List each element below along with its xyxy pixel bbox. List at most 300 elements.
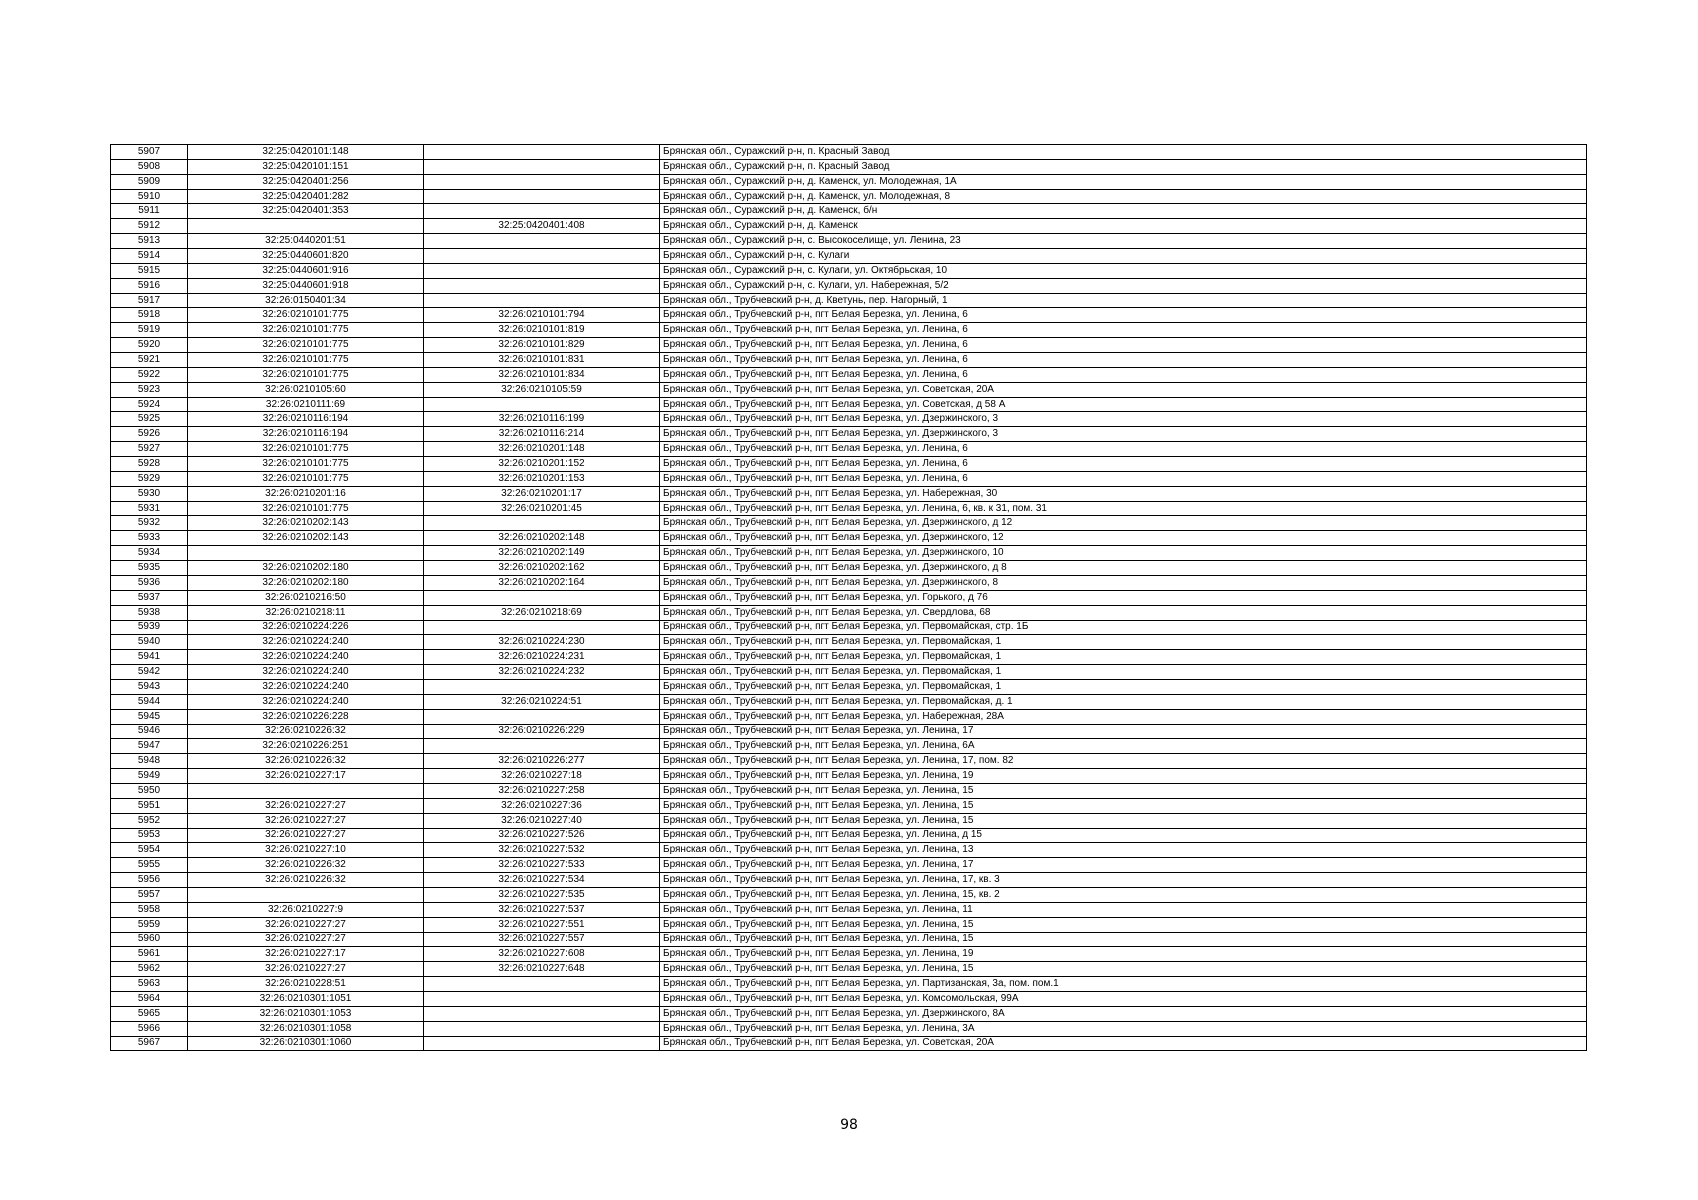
row-number-cell: 5937 <box>111 590 188 605</box>
table-row <box>111 947 1587 962</box>
table-row <box>111 620 1587 635</box>
row-number-cell: 5931 <box>111 501 188 516</box>
table-row <box>111 977 1587 992</box>
cadastral-number-cell: 32:26:0210105:60 <box>188 382 424 397</box>
row-number-cell: 5946 <box>111 724 188 739</box>
address-cell: Брянская обл., Трубчевский р-н, пгт Белая Березка, ул. Советская, д 58 А <box>660 397 1587 412</box>
linked-cadastral-number-cell <box>424 278 660 293</box>
address-cell: Брянская обл., Трубчевский р-н, пгт Белая Березка, ул. Дзержинского, 12 <box>660 531 1587 546</box>
address-cell: Брянская обл., Трубчевский р-н, пгт Белая Березка, ул. Дзержинского, д 8 <box>660 561 1587 576</box>
row-number-cell: 5951 <box>111 798 188 813</box>
linked-cadastral-number-cell: 32:26:0210227:534 <box>424 873 660 888</box>
row-number-cell: 5954 <box>111 843 188 858</box>
linked-cadastral-number-cell: 32:26:0210101:831 <box>424 353 660 368</box>
row-number-cell: 5950 <box>111 783 188 798</box>
linked-cadastral-number-cell: 32:26:0210101:834 <box>424 367 660 382</box>
address-cell: Брянская обл., Трубчевский р-н, пгт Белая Березка, ул. Ленина, 17, кв. 3 <box>660 873 1587 888</box>
address-cell: Брянская обл., Трубчевский р-н, пгт Белая Березка, ул. Дзержинского, 3 <box>660 412 1587 427</box>
row-number-cell: 5924 <box>111 397 188 412</box>
row-number-cell: 5940 <box>111 635 188 650</box>
linked-cadastral-number-cell: 32:26:0210227:537 <box>424 902 660 917</box>
linked-cadastral-number-cell: 32:26:0210227:608 <box>424 947 660 962</box>
linked-cadastral-number-cell <box>424 590 660 605</box>
cadastral-number-cell: 32:26:0210227:17 <box>188 947 424 962</box>
cadastral-number-cell: 32:26:0210101:775 <box>188 442 424 457</box>
linked-cadastral-number-cell: 32:26:0210202:164 <box>424 575 660 590</box>
address-cell: Брянская обл., Трубчевский р-н, пгт Белая Березка, ул. Ленина, 6, кв. к 31, пом. 31 <box>660 501 1587 516</box>
table-row <box>111 427 1587 442</box>
linked-cadastral-number-cell: 32:26:0210227:18 <box>424 769 660 784</box>
row-number-cell: 5943 <box>111 679 188 694</box>
address-cell: Брянская обл., Трубчевский р-н, пгт Белая Березка, ул. Ленина, 15 <box>660 962 1587 977</box>
table-row <box>111 754 1587 769</box>
address-cell: Брянская обл., Трубчевский р-н, пгт Белая Березка, ул. Советская, 20А <box>660 1036 1587 1051</box>
linked-cadastral-number-cell: 32:26:0210227:258 <box>424 783 660 798</box>
table-row <box>111 234 1587 249</box>
address-cell: Брянская обл., Трубчевский р-н, пгт Белая Березка, ул. Набережная, 30 <box>660 486 1587 501</box>
linked-cadastral-number-cell: 32:26:0210218:69 <box>424 605 660 620</box>
table-row <box>111 724 1587 739</box>
cadastral-number-cell: 32:26:0210201:16 <box>188 486 424 501</box>
address-cell: Брянская обл., Трубчевский р-н, пгт Белая Березка, ул. Первомайская, 1 <box>660 679 1587 694</box>
row-number-cell: 5921 <box>111 353 188 368</box>
row-number-cell: 5934 <box>111 546 188 561</box>
cadastral-number-cell: 32:26:0210101:775 <box>188 501 424 516</box>
row-number-cell: 5933 <box>111 531 188 546</box>
table-row <box>111 204 1587 219</box>
cadastral-number-cell: 32:26:0210227:27 <box>188 962 424 977</box>
row-number-cell: 5935 <box>111 561 188 576</box>
linked-cadastral-number-cell: 32:26:0210202:148 <box>424 531 660 546</box>
cadastral-number-cell: 32:26:0210216:50 <box>188 590 424 605</box>
cadastral-number-cell: 32:26:0210116:194 <box>188 427 424 442</box>
table-row <box>111 962 1587 977</box>
row-number-cell: 5913 <box>111 234 188 249</box>
linked-cadastral-number-cell: 32:26:0210101:819 <box>424 323 660 338</box>
linked-cadastral-number-cell: 32:26:0210224:51 <box>424 694 660 709</box>
row-number-cell: 5966 <box>111 1021 188 1036</box>
linked-cadastral-number-cell: 32:26:0210227:40 <box>424 813 660 828</box>
row-number-cell: 5965 <box>111 1006 188 1021</box>
cadastral-number-cell: 32:26:0210224:240 <box>188 650 424 665</box>
linked-cadastral-number-cell: 32:26:0210227:557 <box>424 932 660 947</box>
address-cell: Брянская обл., Трубчевский р-н, пгт Белая Березка, ул. Ленина, 6 <box>660 471 1587 486</box>
linked-cadastral-number-cell <box>424 620 660 635</box>
row-number-cell: 5957 <box>111 887 188 902</box>
address-cell: Брянская обл., Трубчевский р-н, пгт Белая Березка, ул. Ленина, 15 <box>660 932 1587 947</box>
cadastral-number-cell <box>188 546 424 561</box>
linked-cadastral-number-cell <box>424 293 660 308</box>
property-table-body <box>111 145 1587 1051</box>
table-row <box>111 635 1587 650</box>
cadastral-number-cell: 32:25:0440601:916 <box>188 263 424 278</box>
linked-cadastral-number-cell: 32:26:0210201:45 <box>424 501 660 516</box>
address-cell: Брянская обл., Трубчевский р-н, пгт Белая Березка, ул. Первомайская, 1 <box>660 665 1587 680</box>
linked-cadastral-number-cell <box>424 174 660 189</box>
address-cell: Брянская обл., Трубчевский р-н, пгт Белая Березка, ул. Ленина, 15 <box>660 783 1587 798</box>
row-number-cell: 5925 <box>111 412 188 427</box>
cadastral-number-cell <box>188 219 424 234</box>
row-number-cell: 5941 <box>111 650 188 665</box>
table-row <box>111 249 1587 264</box>
row-number-cell: 5919 <box>111 323 188 338</box>
address-cell: Брянская обл., Трубчевский р-н, пгт Белая Березка, ул. Набережная, 28А <box>660 709 1587 724</box>
page-number: 98 <box>840 1117 858 1133</box>
cadastral-number-cell: 32:26:0210227:27 <box>188 932 424 947</box>
cadastral-number-cell: 32:26:0210101:775 <box>188 471 424 486</box>
address-cell: Брянская обл., Трубчевский р-н, пгт Белая Березка, ул. Ленина, 6 <box>660 457 1587 472</box>
linked-cadastral-number-cell: 32:26:0210227:551 <box>424 917 660 932</box>
address-cell: Брянская обл., Суражский р-н, с. Кулаги, ул. Октябрьская, 10 <box>660 263 1587 278</box>
cadastral-number-cell: 32:26:0210202:180 <box>188 575 424 590</box>
linked-cadastral-number-cell: 32:26:0210227:533 <box>424 858 660 873</box>
table-row <box>111 546 1587 561</box>
row-number-cell: 5927 <box>111 442 188 457</box>
linked-cadastral-number-cell <box>424 739 660 754</box>
address-cell: Брянская обл., Трубчевский р-н, пгт Белая Березка, ул. Первомайская, д. 1 <box>660 694 1587 709</box>
address-cell: Брянская обл., Суражский р-н, д. Каменск, ул. Молодежная, 1А <box>660 174 1587 189</box>
table-row <box>111 873 1587 888</box>
linked-cadastral-number-cell <box>424 234 660 249</box>
row-number-cell: 5909 <box>111 174 188 189</box>
linked-cadastral-number-cell: 32:26:0210224:231 <box>424 650 660 665</box>
linked-cadastral-number-cell: 32:26:0210201:152 <box>424 457 660 472</box>
table-row <box>111 293 1587 308</box>
address-cell: Брянская обл., Трубчевский р-н, пгт Белая Березка, ул. Ленина, 13 <box>660 843 1587 858</box>
address-cell: Брянская обл., Трубчевский р-н, пгт Белая Березка, ул. Советская, 20А <box>660 382 1587 397</box>
linked-cadastral-number-cell <box>424 991 660 1006</box>
row-number-cell: 5955 <box>111 858 188 873</box>
linked-cadastral-number-cell: 32:26:0210201:17 <box>424 486 660 501</box>
cadastral-number-cell: 32:26:0210224:240 <box>188 665 424 680</box>
cadastral-number-cell <box>188 783 424 798</box>
linked-cadastral-number-cell: 32:25:0420401:408 <box>424 219 660 234</box>
table-row <box>111 991 1587 1006</box>
table-row <box>111 798 1587 813</box>
linked-cadastral-number-cell: 32:26:0210202:149 <box>424 546 660 561</box>
table-row <box>111 189 1587 204</box>
cadastral-number-cell: 32:26:0210111:69 <box>188 397 424 412</box>
row-number-cell: 5953 <box>111 828 188 843</box>
address-cell: Брянская обл., Трубчевский р-н, пгт Белая Березка, ул. Первомайская, стр. 1Б <box>660 620 1587 635</box>
table-row <box>111 932 1587 947</box>
table-row <box>111 843 1587 858</box>
cadastral-number-cell: 32:26:0210202:180 <box>188 561 424 576</box>
cadastral-number-cell: 32:26:0210226:32 <box>188 754 424 769</box>
address-cell: Брянская обл., Трубчевский р-н, д. Кветунь, пер. Нагорный, 1 <box>660 293 1587 308</box>
row-number-cell: 5916 <box>111 278 188 293</box>
table-row <box>111 1006 1587 1021</box>
address-cell: Брянская обл., Трубчевский р-н, пгт Белая Березка, ул. Ленина, 15 <box>660 917 1587 932</box>
table-row <box>111 145 1587 160</box>
row-number-cell: 5911 <box>111 204 188 219</box>
row-number-cell: 5960 <box>111 932 188 947</box>
cadastral-number-cell: 32:25:0420401:256 <box>188 174 424 189</box>
cadastral-number-cell: 32:26:0210227:27 <box>188 813 424 828</box>
address-cell: Брянская обл., Трубчевский р-н, пгт Белая Березка, ул. Дзержинского, 10 <box>660 546 1587 561</box>
row-number-cell: 5932 <box>111 516 188 531</box>
address-cell: Брянская обл., Трубчевский р-н, пгт Белая Березка, ул. Ленина, 6 <box>660 308 1587 323</box>
address-cell: Брянская обл., Трубчевский р-н, пгт Белая Березка, ул. Ленина, 17, пом. 82 <box>660 754 1587 769</box>
address-cell: Брянская обл., Трубчевский р-н, пгт Белая Березка, ул. Ленина, 6 <box>660 338 1587 353</box>
address-cell: Брянская обл., Трубчевский р-н, пгт Белая Березка, ул. Дзержинского, д 12 <box>660 516 1587 531</box>
table-row <box>111 1021 1587 1036</box>
table-row <box>111 1036 1587 1051</box>
row-number-cell: 5959 <box>111 917 188 932</box>
linked-cadastral-number-cell: 32:26:0210202:162 <box>424 561 660 576</box>
table-row <box>111 486 1587 501</box>
cadastral-number-cell: 32:26:0210301:1058 <box>188 1021 424 1036</box>
table-row <box>111 367 1587 382</box>
row-number-cell: 5967 <box>111 1036 188 1051</box>
table-row <box>111 575 1587 590</box>
cadastral-number-cell: 32:26:0210202:143 <box>188 516 424 531</box>
linked-cadastral-number-cell <box>424 516 660 531</box>
cadastral-number-cell: 32:26:0210301:1053 <box>188 1006 424 1021</box>
address-cell: Брянская обл., Трубчевский р-н, пгт Белая Березка, ул. Ленина, 17 <box>660 724 1587 739</box>
row-number-cell: 5920 <box>111 338 188 353</box>
cadastral-number-cell: 32:26:0210226:32 <box>188 858 424 873</box>
address-cell: Брянская обл., Трубчевский р-н, пгт Белая Березка, ул. Горького, д 76 <box>660 590 1587 605</box>
row-number-cell: 5922 <box>111 367 188 382</box>
linked-cadastral-number-cell <box>424 145 660 160</box>
cadastral-number-cell: 32:25:0420401:282 <box>188 189 424 204</box>
cadastral-number-cell: 32:25:0440601:820 <box>188 249 424 264</box>
cadastral-number-cell: 32:26:0150401:34 <box>188 293 424 308</box>
address-cell: Брянская обл., Трубчевский р-н, пгт Белая Березка, ул. Ленина, 6А <box>660 739 1587 754</box>
linked-cadastral-number-cell: 32:26:0210226:277 <box>424 754 660 769</box>
linked-cadastral-number-cell: 32:26:0210224:230 <box>424 635 660 650</box>
table-row <box>111 397 1587 412</box>
table-row <box>111 457 1587 472</box>
row-number-cell: 5948 <box>111 754 188 769</box>
row-number-cell: 5956 <box>111 873 188 888</box>
linked-cadastral-number-cell: 32:26:0210116:214 <box>424 427 660 442</box>
linked-cadastral-number-cell <box>424 189 660 204</box>
address-cell: Брянская обл., Суражский р-н, с. Высокоселище, ул. Ленина, 23 <box>660 234 1587 249</box>
address-cell: Брянская обл., Суражский р-н, с. Кулаги <box>660 249 1587 264</box>
address-cell: Брянская обл., Трубчевский р-н, пгт Белая Березка, ул. Ленина, 3А <box>660 1021 1587 1036</box>
linked-cadastral-number-cell <box>424 263 660 278</box>
cadastral-number-cell: 32:25:0420101:151 <box>188 159 424 174</box>
table-row <box>111 694 1587 709</box>
address-cell: Брянская обл., Трубчевский р-н, пгт Белая Березка, ул. Ленина, 6 <box>660 367 1587 382</box>
table-row <box>111 709 1587 724</box>
row-number-cell: 5964 <box>111 991 188 1006</box>
row-number-cell: 5945 <box>111 709 188 724</box>
row-number-cell: 5908 <box>111 159 188 174</box>
table-row <box>111 174 1587 189</box>
address-cell: Брянская обл., Трубчевский р-н, пгт Белая Березка, ул. Комсомольская, 99А <box>660 991 1587 1006</box>
linked-cadastral-number-cell <box>424 204 660 219</box>
row-number-cell: 5952 <box>111 813 188 828</box>
row-number-cell: 5962 <box>111 962 188 977</box>
row-number-cell: 5929 <box>111 471 188 486</box>
cadastral-number-cell: 32:26:0210224:240 <box>188 635 424 650</box>
table-row <box>111 679 1587 694</box>
cadastral-number-cell: 32:26:0210101:775 <box>188 338 424 353</box>
address-cell: Брянская обл., Трубчевский р-н, пгт Белая Березка, ул. Ленина, 6 <box>660 353 1587 368</box>
row-number-cell: 5912 <box>111 219 188 234</box>
address-cell: Брянская обл., Трубчевский р-н, пгт Белая Березка, ул. Первомайская, 1 <box>660 635 1587 650</box>
cadastral-number-cell: 32:25:0440201:51 <box>188 234 424 249</box>
address-cell: Брянская обл., Суражский р-н, д. Каменск, б/н <box>660 204 1587 219</box>
row-number-cell: 5961 <box>111 947 188 962</box>
cadastral-number-cell: 32:26:0210202:143 <box>188 531 424 546</box>
row-number-cell: 5923 <box>111 382 188 397</box>
table-row <box>111 813 1587 828</box>
linked-cadastral-number-cell <box>424 397 660 412</box>
row-number-cell: 5958 <box>111 902 188 917</box>
cadastral-number-cell: 32:26:0210101:775 <box>188 308 424 323</box>
linked-cadastral-number-cell: 32:26:0210227:648 <box>424 962 660 977</box>
linked-cadastral-number-cell: 32:26:0210224:232 <box>424 665 660 680</box>
address-cell: Брянская обл., Трубчевский р-н, пгт Белая Березка, ул. Ленина, 19 <box>660 947 1587 962</box>
row-number-cell: 5928 <box>111 457 188 472</box>
cadastral-number-cell: 32:26:0210227:27 <box>188 917 424 932</box>
row-number-cell: 5947 <box>111 739 188 754</box>
row-number-cell: 5918 <box>111 308 188 323</box>
table-row <box>111 382 1587 397</box>
linked-cadastral-number-cell: 32:26:0210116:199 <box>424 412 660 427</box>
linked-cadastral-number-cell <box>424 1021 660 1036</box>
row-number-cell: 5930 <box>111 486 188 501</box>
linked-cadastral-number-cell <box>424 249 660 264</box>
cadastral-number-cell: 32:26:0210224:240 <box>188 694 424 709</box>
row-number-cell: 5963 <box>111 977 188 992</box>
table-row <box>111 650 1587 665</box>
table-row <box>111 665 1587 680</box>
cadastral-number-cell: 32:25:0440601:918 <box>188 278 424 293</box>
cadastral-number-cell: 32:26:0210301:1060 <box>188 1036 424 1051</box>
property-table <box>110 144 1587 1051</box>
table-row <box>111 516 1587 531</box>
address-cell: Брянская обл., Трубчевский р-н, пгт Белая Березка, ул. Свердлова, 68 <box>660 605 1587 620</box>
cadastral-number-cell: 32:26:0210224:240 <box>188 679 424 694</box>
table-row <box>111 412 1587 427</box>
address-cell: Брянская обл., Трубчевский р-н, пгт Белая Березка, ул. Ленина, 6 <box>660 323 1587 338</box>
address-cell: Брянская обл., Трубчевский р-н, пгт Белая Березка, ул. Первомайская, 1 <box>660 650 1587 665</box>
address-cell: Брянская обл., Суражский р-н, д. Каменск, ул. Молодежная, 8 <box>660 189 1587 204</box>
table-row <box>111 219 1587 234</box>
address-cell: Брянская обл., Трубчевский р-н, пгт Белая Березка, ул. Дзержинского, 8А <box>660 1006 1587 1021</box>
cadastral-number-cell <box>188 887 424 902</box>
cadastral-number-cell: 32:26:0210227:9 <box>188 902 424 917</box>
table-row <box>111 442 1587 457</box>
address-cell: Брянская обл., Суражский р-н, с. Кулаги, ул. Набережная, 5/2 <box>660 278 1587 293</box>
table-row <box>111 501 1587 516</box>
row-number-cell: 5942 <box>111 665 188 680</box>
cadastral-number-cell: 32:26:0210227:27 <box>188 798 424 813</box>
table-row <box>111 590 1587 605</box>
cadastral-number-cell: 32:26:0210226:32 <box>188 873 424 888</box>
cadastral-number-cell: 32:26:0210218:11 <box>188 605 424 620</box>
linked-cadastral-number-cell: 32:26:0210105:59 <box>424 382 660 397</box>
linked-cadastral-number-cell: 32:26:0210101:794 <box>424 308 660 323</box>
cadastral-number-cell: 32:26:0210226:32 <box>188 724 424 739</box>
row-number-cell: 5914 <box>111 249 188 264</box>
table-row <box>111 561 1587 576</box>
row-number-cell: 5910 <box>111 189 188 204</box>
table-row <box>111 917 1587 932</box>
address-cell: Брянская обл., Трубчевский р-н, пгт Белая Березка, ул. Ленина, 15, кв. 2 <box>660 887 1587 902</box>
cadastral-number-cell: 32:26:0210227:10 <box>188 843 424 858</box>
row-number-cell: 5939 <box>111 620 188 635</box>
table-row <box>111 278 1587 293</box>
cadastral-number-cell: 32:25:0420401:353 <box>188 204 424 219</box>
table-row <box>111 159 1587 174</box>
row-number-cell: 5936 <box>111 575 188 590</box>
table-row <box>111 323 1587 338</box>
linked-cadastral-number-cell: 32:26:0210201:153 <box>424 471 660 486</box>
table-row <box>111 263 1587 278</box>
address-cell: Брянская обл., Суражский р-н, п. Красный Завод <box>660 145 1587 160</box>
table-row <box>111 308 1587 323</box>
table-row <box>111 902 1587 917</box>
row-number-cell: 5907 <box>111 145 188 160</box>
address-cell: Брянская обл., Суражский р-н, п. Красный Завод <box>660 159 1587 174</box>
cadastral-number-cell: 32:26:0210101:775 <box>188 457 424 472</box>
cadastral-number-cell: 32:26:0210226:251 <box>188 739 424 754</box>
linked-cadastral-number-cell: 32:26:0210101:829 <box>424 338 660 353</box>
linked-cadastral-number-cell <box>424 1036 660 1051</box>
row-number-cell: 5949 <box>111 769 188 784</box>
table-row <box>111 783 1587 798</box>
table-row <box>111 769 1587 784</box>
table-row <box>111 338 1587 353</box>
table-row <box>111 471 1587 486</box>
table-row <box>111 605 1587 620</box>
row-number-cell: 5917 <box>111 293 188 308</box>
table-row <box>111 353 1587 368</box>
linked-cadastral-number-cell: 32:26:0210227:526 <box>424 828 660 843</box>
linked-cadastral-number-cell: 32:26:0210227:36 <box>424 798 660 813</box>
row-number-cell: 5944 <box>111 694 188 709</box>
cadastral-number-cell: 32:26:0210227:27 <box>188 828 424 843</box>
cadastral-number-cell: 32:26:0210226:228 <box>188 709 424 724</box>
address-cell: Брянская обл., Трубчевский р-н, пгт Белая Березка, ул. Дзержинского, 8 <box>660 575 1587 590</box>
linked-cadastral-number-cell <box>424 679 660 694</box>
linked-cadastral-number-cell <box>424 159 660 174</box>
cadastral-number-cell: 32:26:0210101:775 <box>188 353 424 368</box>
linked-cadastral-number-cell: 32:26:0210226:229 <box>424 724 660 739</box>
cadastral-number-cell: 32:26:0210116:194 <box>188 412 424 427</box>
cadastral-number-cell: 32:26:0210101:775 <box>188 367 424 382</box>
table-row <box>111 858 1587 873</box>
table-row <box>111 531 1587 546</box>
address-cell: Брянская обл., Трубчевский р-н, пгт Белая Березка, ул. Ленина, 6 <box>660 442 1587 457</box>
cadastral-number-cell: 32:25:0420101:148 <box>188 145 424 160</box>
linked-cadastral-number-cell <box>424 977 660 992</box>
address-cell: Брянская обл., Трубчевский р-н, пгт Белая Березка, ул. Ленина, 11 <box>660 902 1587 917</box>
address-cell: Брянская обл., Трубчевский р-н, пгт Белая Березка, ул. Ленина, 15 <box>660 798 1587 813</box>
address-cell: Брянская обл., Трубчевский р-н, пгт Белая Березка, ул. Ленина, 19 <box>660 769 1587 784</box>
row-number-cell: 5938 <box>111 605 188 620</box>
cadastral-number-cell: 32:26:0210228:51 <box>188 977 424 992</box>
table-row <box>111 887 1587 902</box>
table-row <box>111 739 1587 754</box>
address-cell: Брянская обл., Суражский р-н, д. Каменск <box>660 219 1587 234</box>
cadastral-number-cell: 32:26:0210301:1051 <box>188 991 424 1006</box>
row-number-cell: 5926 <box>111 427 188 442</box>
address-cell: Брянская обл., Трубчевский р-н, пгт Белая Березка, ул. Ленина, 17 <box>660 858 1587 873</box>
row-number-cell: 5915 <box>111 263 188 278</box>
linked-cadastral-number-cell <box>424 1006 660 1021</box>
cadastral-number-cell: 32:26:0210101:775 <box>188 323 424 338</box>
address-cell: Брянская обл., Трубчевский р-н, пгт Белая Березка, ул. Ленина, д 15 <box>660 828 1587 843</box>
cadastral-number-cell: 32:26:0210224:226 <box>188 620 424 635</box>
address-cell: Брянская обл., Трубчевский р-н, пгт Белая Березка, ул. Партизанская, 3а, пом. пом.1 <box>660 977 1587 992</box>
